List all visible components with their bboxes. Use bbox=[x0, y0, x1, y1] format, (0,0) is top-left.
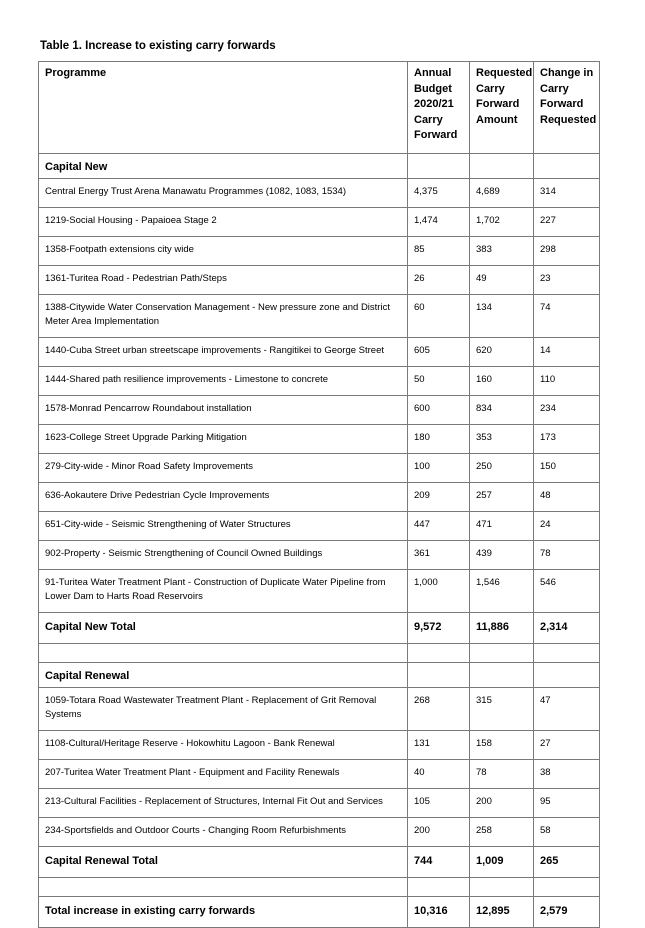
requested-amount-cell: 620 bbox=[470, 338, 534, 367]
change-cell: 58 bbox=[534, 818, 600, 847]
programme-cell: 1388-Citywide Water Conservation Management - New pressure zone and District Meter Area Implementation bbox=[39, 295, 408, 338]
annual-budget-cell: 40 bbox=[408, 760, 470, 789]
requested-amount-cell: 353 bbox=[470, 425, 534, 454]
programme-cell: 234-Sportsfields and Outdoor Courts - Changing Room Refurbishments bbox=[39, 818, 408, 847]
change-cell: 23 bbox=[534, 266, 600, 295]
change-cell: 546 bbox=[534, 570, 600, 613]
annual-budget-cell: 10,316 bbox=[408, 897, 470, 928]
requested-amount-cell: 834 bbox=[470, 396, 534, 425]
requested-amount-cell: 11,886 bbox=[470, 613, 534, 644]
requested-amount-cell: 250 bbox=[470, 454, 534, 483]
table-row bbox=[39, 570, 600, 613]
programme-cell: 636-Aokautere Drive Pedestrian Cycle Improvements bbox=[39, 483, 408, 512]
change-cell: 74 bbox=[534, 295, 600, 338]
change-cell: 110 bbox=[534, 367, 600, 396]
programme-cell: Total increase in existing carry forwards bbox=[39, 897, 408, 928]
table-row bbox=[39, 425, 600, 454]
programme-cell: Capital Renewal Total bbox=[39, 847, 408, 878]
change-cell: 2,314 bbox=[534, 613, 600, 644]
programme-cell: 1444-Shared path resilience improvements - Limestone to concrete bbox=[39, 367, 408, 396]
annual-budget-cell: 1,474 bbox=[408, 208, 470, 237]
programme-cell: 1219-Social Housing - Papaioea Stage 2 bbox=[39, 208, 408, 237]
change-cell: 298 bbox=[534, 237, 600, 266]
annual-budget-cell bbox=[408, 878, 470, 897]
change-cell: 265 bbox=[534, 847, 600, 878]
change-cell: 38 bbox=[534, 760, 600, 789]
change-cell: 78 bbox=[534, 541, 600, 570]
empty-cell bbox=[408, 663, 470, 688]
requested-amount-cell: 471 bbox=[470, 512, 534, 541]
table-row bbox=[39, 789, 600, 818]
annual-budget-cell: 100 bbox=[408, 454, 470, 483]
annual-budget-cell: 50 bbox=[408, 367, 470, 396]
table-row bbox=[39, 237, 600, 266]
programme-cell: 1361-Turitea Road - Pedestrian Path/Steps bbox=[39, 266, 408, 295]
table-row bbox=[39, 338, 600, 367]
change-cell: 24 bbox=[534, 512, 600, 541]
empty-cell bbox=[534, 663, 600, 688]
capital-new-total-row bbox=[39, 613, 600, 644]
programme-cell: 651-City-wide - Seismic Strengthening of Water Structures bbox=[39, 512, 408, 541]
requested-amount-cell bbox=[470, 644, 534, 663]
header-requested-amount: Requested Carry Forward Amount bbox=[470, 62, 534, 154]
change-cell bbox=[534, 878, 600, 897]
annual-budget-cell: 105 bbox=[408, 789, 470, 818]
annual-budget-cell: 361 bbox=[408, 541, 470, 570]
annual-budget-cell: 60 bbox=[408, 295, 470, 338]
programme-cell: Central Energy Trust Arena Manawatu Programmes (1082, 1083, 1534) bbox=[39, 179, 408, 208]
programme-cell: 1108-Cultural/Heritage Reserve - Hokowhitu Lagoon - Bank Renewal bbox=[39, 731, 408, 760]
annual-budget-cell: 209 bbox=[408, 483, 470, 512]
requested-amount-cell: 4,689 bbox=[470, 179, 534, 208]
annual-budget-cell: 744 bbox=[408, 847, 470, 878]
section-heading: Capital New bbox=[39, 154, 408, 179]
empty-cell bbox=[534, 154, 600, 179]
annual-budget-cell: 200 bbox=[408, 818, 470, 847]
requested-amount-cell: 78 bbox=[470, 760, 534, 789]
capital-renewal-total-row bbox=[39, 847, 600, 878]
annual-budget-cell: 9,572 bbox=[408, 613, 470, 644]
programme-cell: 207-Turitea Water Treatment Plant - Equipment and Facility Renewals bbox=[39, 760, 408, 789]
change-cell: 27 bbox=[534, 731, 600, 760]
programme-cell: 1358-Footpath extensions city wide bbox=[39, 237, 408, 266]
annual-budget-cell: 180 bbox=[408, 425, 470, 454]
annual-budget-cell: 131 bbox=[408, 731, 470, 760]
requested-amount-cell: 158 bbox=[470, 731, 534, 760]
table-row bbox=[39, 179, 600, 208]
change-cell: 95 bbox=[534, 789, 600, 818]
annual-budget-cell: 605 bbox=[408, 338, 470, 367]
annual-budget-cell: 4,375 bbox=[408, 179, 470, 208]
table-row bbox=[39, 454, 600, 483]
empty-cell bbox=[408, 154, 470, 179]
table-row bbox=[39, 731, 600, 760]
table-row bbox=[39, 367, 600, 396]
header-annual-budget: Annual Budget 2020/21 Carry Forward bbox=[408, 62, 470, 154]
annual-budget-cell: 85 bbox=[408, 237, 470, 266]
change-cell bbox=[534, 644, 600, 663]
change-cell: 227 bbox=[534, 208, 600, 237]
annual-budget-cell bbox=[408, 644, 470, 663]
programme-cell bbox=[39, 878, 408, 897]
requested-amount-cell: 12,895 bbox=[470, 897, 534, 928]
table-caption: Table 1. Increase to existing carry forwards bbox=[40, 40, 276, 52]
table-row bbox=[39, 396, 600, 425]
programme-cell: 1578-Monrad Pencarrow Roundabout installation bbox=[39, 396, 408, 425]
header-row bbox=[39, 62, 600, 154]
requested-amount-cell: 315 bbox=[470, 688, 534, 731]
programme-cell bbox=[39, 644, 408, 663]
header-change-requested: Change in Carry Forward Requested bbox=[534, 62, 600, 154]
table-row bbox=[39, 760, 600, 789]
programme-cell: 1059-Totara Road Wastewater Treatment Plant - Replacement of Grit Removal Systems bbox=[39, 688, 408, 731]
table-row bbox=[39, 483, 600, 512]
blank-row bbox=[39, 878, 600, 897]
section-heading: Capital Renewal bbox=[39, 663, 408, 688]
requested-amount-cell: 134 bbox=[470, 295, 534, 338]
annual-budget-cell: 1,000 bbox=[408, 570, 470, 613]
requested-amount-cell: 200 bbox=[470, 789, 534, 818]
requested-amount-cell: 257 bbox=[470, 483, 534, 512]
programme-cell: 91-Turitea Water Treatment Plant - Construction of Duplicate Water Pipeline from Lower Dam to Harts Road Reservoirs bbox=[39, 570, 408, 613]
change-cell: 47 bbox=[534, 688, 600, 731]
programme-cell: 1440-Cuba Street urban streetscape improvements - Rangitikei to George Street bbox=[39, 338, 408, 367]
requested-amount-cell: 1,702 bbox=[470, 208, 534, 237]
requested-amount-cell: 439 bbox=[470, 541, 534, 570]
programme-cell: Capital New Total bbox=[39, 613, 408, 644]
table-row bbox=[39, 818, 600, 847]
section-capital-renewal bbox=[39, 663, 600, 688]
annual-budget-cell: 268 bbox=[408, 688, 470, 731]
requested-amount-cell: 1,546 bbox=[470, 570, 534, 613]
table-row bbox=[39, 208, 600, 237]
programme-cell: 902-Property - Seismic Strengthening of Council Owned Buildings bbox=[39, 541, 408, 570]
section-capital-new bbox=[39, 154, 600, 179]
requested-amount-cell: 1,009 bbox=[470, 847, 534, 878]
change-cell: 48 bbox=[534, 483, 600, 512]
requested-amount-cell: 383 bbox=[470, 237, 534, 266]
table-row bbox=[39, 512, 600, 541]
change-cell: 314 bbox=[534, 179, 600, 208]
empty-cell bbox=[470, 154, 534, 179]
blank-row bbox=[39, 644, 600, 663]
programme-cell: 279-City-wide - Minor Road Safety Improvements bbox=[39, 454, 408, 483]
programme-cell: 213-Cultural Facilities - Replacement of Structures, Internal Fit Out and Services bbox=[39, 789, 408, 818]
header-programme: Programme bbox=[39, 62, 408, 154]
annual-budget-cell: 447 bbox=[408, 512, 470, 541]
requested-amount-cell bbox=[470, 878, 534, 897]
table-row bbox=[39, 266, 600, 295]
change-cell: 150 bbox=[534, 454, 600, 483]
requested-amount-cell: 258 bbox=[470, 818, 534, 847]
table-row bbox=[39, 688, 600, 731]
empty-cell bbox=[470, 663, 534, 688]
programme-cell: 1623-College Street Upgrade Parking Mitigation bbox=[39, 425, 408, 454]
change-cell: 234 bbox=[534, 396, 600, 425]
table-row bbox=[39, 295, 600, 338]
grand-total-row bbox=[39, 897, 600, 928]
change-cell: 14 bbox=[534, 338, 600, 367]
requested-amount-cell: 160 bbox=[470, 367, 534, 396]
annual-budget-cell: 26 bbox=[408, 266, 470, 295]
carry-forwards-table bbox=[38, 61, 600, 928]
change-cell: 2,579 bbox=[534, 897, 600, 928]
table-row bbox=[39, 541, 600, 570]
requested-amount-cell: 49 bbox=[470, 266, 534, 295]
change-cell: 173 bbox=[534, 425, 600, 454]
annual-budget-cell: 600 bbox=[408, 396, 470, 425]
